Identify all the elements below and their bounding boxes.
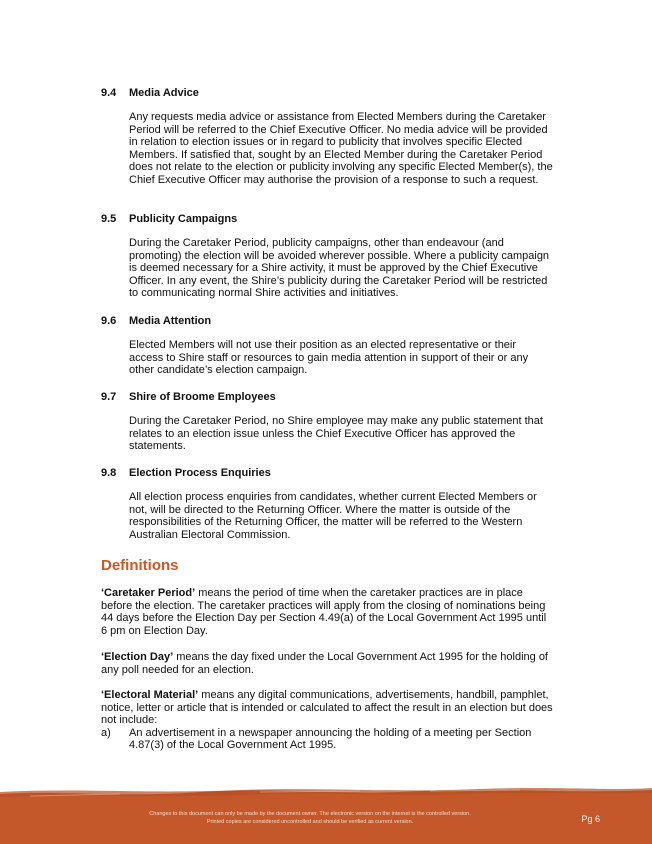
section-title: Election Process Enquiries: [129, 467, 271, 479]
section-9-4: [101, 86, 561, 187]
page-footer: [0, 782, 652, 844]
section-title: Publicity Campaigns: [129, 213, 238, 225]
list-item-text: An advertisement in a newspaper announcing the holding of a meeting per Section 4.87(3) of the Local Government Act 1995.: [129, 726, 532, 752]
page-number: Pg 6: [581, 814, 600, 824]
list-item-label: a): [101, 726, 111, 739]
section-9-6: [101, 314, 561, 377]
section-title: Media Attention: [129, 315, 212, 327]
definition-term: ‘Election Day’: [101, 651, 174, 663]
definition-text: means the day fixed under the Local Government Act 1995 for the holding of any poll needed for an election.: [101, 651, 548, 676]
definition-text: means any digital communications, advertisements, handbill, pamphlet, notice, letter or article that is intended or calculated to affect the result in an election but does not include:: [101, 689, 553, 727]
footer-disclaimer: [90, 810, 530, 826]
section-9-8: [101, 466, 561, 541]
definition-caretaker-period: [101, 587, 553, 637]
section-number: 9.7: [101, 391, 117, 403]
definition-electoral-material: [101, 689, 553, 752]
section-heading: [101, 86, 561, 100]
definition-term: ‘Caretaker Period’: [101, 587, 196, 599]
section-number: 9.4: [101, 87, 117, 99]
section-title: Media Advice: [129, 87, 199, 99]
footer-line: Printed copies are considered uncontrolled and should be verified as current version.: [206, 819, 414, 825]
definition-election-day: [101, 651, 553, 676]
definition-list-item: [101, 727, 553, 752]
definitions-heading: Definitions: [101, 557, 179, 574]
section-9-5: [101, 212, 561, 300]
definition-term: ‘Electoral Material’: [101, 689, 199, 701]
section-heading: [101, 390, 561, 404]
section-title: Shire of Broome Employees: [129, 391, 276, 403]
section-body: During the Caretaker Period, no Shire employee may make any public statement that relates to an election issue unless the Chief Executive Officer has approved the statements.: [129, 415, 543, 453]
section-number: 9.5: [101, 213, 117, 225]
definition-text: means the period of time when the caretaker practices are in place before the election. The caretaker practices will apply from the closing of nominations being 44 days before the Election Day per Section 4.49(a) of the Local Government Act 1995 until 6 pm on Election Day.: [101, 587, 547, 637]
section-body: During the Caretaker Period, publicity campaigns, other than endeavour (and promoting) the election will be avoided wherever possible. Where a publicity campaign is deemed necessary for a Shire activity, it must be approved by the Chief Executive Officer. In any event, the Shire’s publicity during the Caretaker Period will be restricted to communicating normal Shire activities and initiatives.: [129, 237, 550, 300]
section-body: Elected Members will not use their position as an elected representative or their access to Shire staff or resources to gain media attention in support of their or any other candidate’s election campaign.: [129, 339, 529, 377]
section-number: 9.6: [101, 315, 117, 327]
section-heading: [101, 314, 561, 328]
section-9-7: [101, 390, 561, 453]
section-number: 9.8: [101, 467, 117, 479]
section-body: All election process enquiries from candidates, whether current Elected Members or not, will be directed to the Returning Officer. Where the matter is outside of the responsibilities of the Returning Officer, the matter will be referred to the Western Australian Electoral Commission.: [129, 491, 537, 541]
section-body: Any requests media advice or assistance from Elected Members during the Caretaker Period will be referred to the Chief Executive Officer. No media advice will be provided in relation to election issues or in regard to publicity that involves specific Elected Members. If satisfied that, sought by an Elected Member during the Caretaker Period does not relate to the election or publicity involving any specific Elected Member(s), the Chief Executive Officer may authorise the provision of a response to such a request.: [129, 111, 553, 186]
footer-line: Changes to this document can only be made by the document owner. The electronic version on the internet is the controlled version.: [149, 811, 471, 817]
section-heading: [101, 466, 561, 480]
section-heading: [101, 212, 561, 226]
